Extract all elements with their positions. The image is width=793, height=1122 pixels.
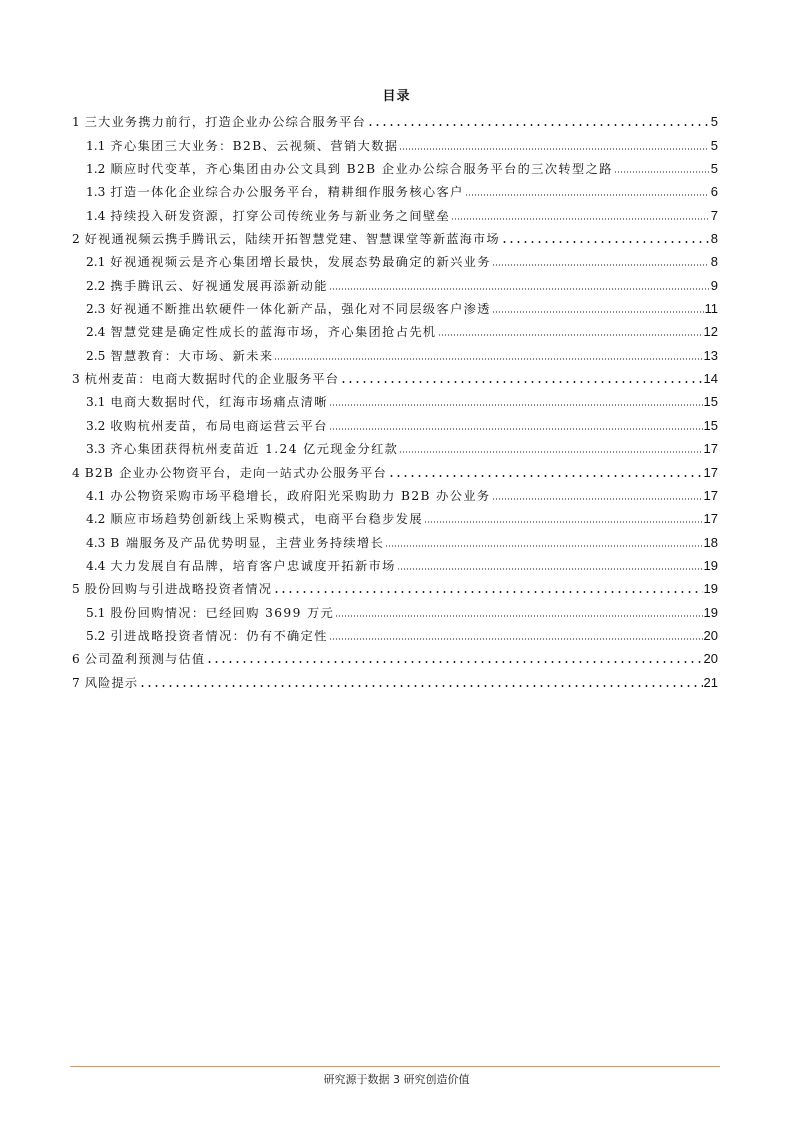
toc-entry-title: 顺应市场趋势创新线上采购模式，电商平台稳步发展 — [110, 512, 423, 527]
toc-entry-page: 7 — [710, 207, 718, 223]
toc-entry-title: 杭州麦苗：电商大数据时代的企业服务平台 — [84, 372, 340, 387]
toc-entry-page: 21 — [703, 674, 718, 690]
toc-entry-page: 6 — [710, 184, 718, 200]
footer-divider — [70, 1066, 720, 1067]
dot-leader — [340, 380, 702, 384]
toc-entry-number: 2.5 — [86, 348, 106, 363]
toc-section-entry[interactable] — [72, 434, 718, 457]
toc-entry-number: 4 — [72, 465, 80, 480]
toc-entry-number: 5.1 — [86, 605, 106, 620]
toc-chapter-entry[interactable] — [72, 364, 718, 387]
toc-entry-title: 大力发展自有品牌，培育客户忠诚度开拓新市场 — [110, 558, 396, 573]
dot-leader — [492, 310, 704, 314]
toc-entry-title: 引进战略投资者情况：仍有不确定性 — [110, 628, 328, 643]
toc-section-entry[interactable] — [72, 130, 718, 153]
dot-leader — [492, 497, 703, 501]
toc-section-entry[interactable] — [72, 410, 718, 433]
toc-entry-page: 15 — [703, 417, 718, 433]
dot-leader — [424, 520, 703, 524]
toc-entry-number: 2.3 — [86, 302, 106, 317]
dot-leader — [385, 544, 702, 548]
toc-entry-page: 8 — [710, 231, 718, 247]
dot-leader — [465, 193, 709, 197]
toc-entry-page: 13 — [703, 347, 718, 363]
toc-entry-number: 3.3 — [86, 442, 106, 457]
toc-entry-title: 打造一体化企业综合办公服务平台，精耕细作服务核心客户 — [110, 185, 464, 200]
toc-section-entry[interactable] — [72, 340, 718, 363]
toc-section-entry[interactable] — [72, 154, 718, 177]
toc-entry-number: 2.2 — [86, 278, 106, 293]
toc-entry-number: 5.2 — [86, 628, 106, 643]
table-of-contents — [72, 107, 718, 691]
toc-entry-number: 1.2 — [86, 162, 106, 177]
toc-entry-title: 好视通视频云携手腾讯云，陆续开拓智慧党建、智慧课堂等新蓝海市场 — [84, 232, 500, 247]
toc-entry-page: 5 — [710, 161, 718, 177]
dot-leader — [388, 474, 703, 478]
toc-entry-number: 5 — [72, 582, 80, 597]
toc-chapter-entry[interactable] — [72, 574, 718, 597]
toc-entry-title: B 端服务及产品优势明显，主营业务持续增长 — [110, 535, 385, 550]
toc-entry-number: 3.1 — [86, 395, 106, 410]
toc-entry-page: 19 — [703, 581, 718, 597]
toc-entry-number: 2.4 — [86, 325, 106, 340]
toc-entry-title: 电商大数据时代，红海市场痛点清晰 — [110, 395, 328, 410]
toc-entry-title: 办公物资采购市场平稳增长，政府阳光采购助力 B2B 办公业务 — [110, 488, 491, 503]
dot-leader — [273, 590, 702, 594]
toc-section-entry[interactable] — [72, 597, 718, 620]
toc-entry-title: 智慧教育：大市场、新未来 — [110, 348, 274, 363]
dot-leader — [501, 240, 709, 244]
footer-slogan: 研究源于数据 3 研究创造价值 — [323, 1073, 470, 1086]
toc-entry-number: 2 — [72, 232, 80, 247]
toc-section-entry[interactable] — [72, 387, 718, 410]
toc-title: 目录 — [382, 89, 411, 104]
dot-leader — [274, 357, 702, 361]
dot-leader — [451, 217, 709, 221]
dot-leader — [367, 123, 709, 127]
dot-leader — [492, 263, 709, 267]
toc-entry-number: 4.2 — [86, 512, 106, 527]
toc-entry-title: 股份回购情况：已经回购 3699 万元 — [110, 605, 335, 620]
toc-entry-title: B2B 企业办公物资平台，走向一站式办公服务平台 — [84, 465, 387, 480]
toc-entry-number: 4.4 — [86, 558, 106, 573]
dot-leader — [399, 147, 709, 151]
toc-entry-title: 齐心集团三大业务：B2B、云视频、营销大数据 — [110, 138, 399, 153]
dot-leader — [614, 170, 709, 174]
toc-entry-number: 1.3 — [86, 185, 106, 200]
toc-chapter-entry[interactable] — [72, 667, 718, 690]
toc-section-entry[interactable] — [72, 177, 718, 200]
toc-entry-title: 风险提示 — [84, 675, 139, 690]
dot-leader — [206, 660, 702, 664]
toc-entry-title: 三大业务携力前行，打造企业办公综合服务平台 — [84, 115, 366, 130]
toc-entry-title: 持续投入研发资源，打穿公司传统业务与新业务之间壁垒 — [110, 208, 451, 223]
toc-entry-number: 4.1 — [86, 488, 106, 503]
toc-chapter-entry[interactable] — [72, 107, 718, 130]
toc-section-entry[interactable] — [72, 551, 718, 574]
toc-entry-page: 8 — [710, 254, 718, 270]
toc-entry-number: 1.4 — [86, 208, 106, 223]
toc-entry-page: 17 — [703, 511, 718, 527]
toc-entry-page: 14 — [703, 371, 718, 387]
toc-chapter-entry[interactable] — [72, 224, 718, 247]
toc-entry-page: 20 — [703, 627, 718, 643]
dot-leader — [329, 403, 703, 407]
toc-entry-page: 11 — [704, 301, 718, 317]
toc-entry-page: 9 — [710, 277, 718, 293]
toc-entry-page: 17 — [703, 464, 718, 480]
toc-entry-number: 3.2 — [86, 418, 106, 433]
toc-entry-page: 17 — [703, 441, 718, 457]
toc-section-entry[interactable] — [72, 270, 718, 293]
dot-leader — [397, 567, 703, 571]
toc-entry-number: 1.1 — [86, 138, 106, 153]
toc-entry-title: 顺应时代变革，齐心集团由办公文具到 B2B 企业办公综合服务平台的三次转型之路 — [110, 162, 613, 177]
toc-entry-title: 好视通不断推出软硬件一体化新产品，强化对不同层级客户渗透 — [110, 302, 491, 317]
toc-entry-number: 6 — [72, 652, 80, 667]
toc-entry-number: 2.1 — [86, 255, 106, 270]
toc-section-entry[interactable] — [72, 294, 718, 317]
toc-entry-page: 18 — [703, 534, 718, 550]
toc-section-entry[interactable] — [72, 504, 718, 527]
toc-entry-number: 1 — [72, 115, 80, 130]
dot-leader — [329, 287, 709, 291]
toc-entry-title: 携手腾讯云、好视通发展再添新动能 — [110, 278, 328, 293]
toc-entry-page: 19 — [703, 557, 718, 573]
dot-leader — [329, 427, 703, 431]
toc-entry-page: 5 — [710, 114, 718, 130]
toc-chapter-entry[interactable] — [72, 644, 718, 667]
dot-leader — [329, 637, 703, 641]
toc-entry-page: 20 — [703, 651, 718, 667]
toc-entry-page: 19 — [703, 604, 718, 620]
toc-section-entry[interactable] — [72, 317, 718, 340]
toc-entry-page: 15 — [703, 394, 718, 410]
dot-leader — [335, 614, 702, 618]
toc-entry-title: 股份回购与引进战略投资者情况 — [84, 582, 273, 597]
toc-entry-page: 5 — [710, 137, 718, 153]
toc-entry-title: 公司盈利预测与估值 — [84, 652, 206, 667]
toc-entry-title: 智慧党建是确定性成长的蓝海市场，齐心集团抢占先机 — [110, 325, 437, 340]
toc-entry-number: 4.3 — [86, 535, 106, 550]
toc-section-entry[interactable] — [72, 247, 718, 270]
toc-entry-number: 7 — [72, 675, 80, 690]
toc-entry-page: 12 — [703, 324, 718, 340]
toc-entry-title: 收购杭州麦苗，布局电商运营云平台 — [110, 418, 328, 433]
toc-entry-number: 3 — [72, 372, 80, 387]
toc-section-entry[interactable] — [72, 481, 718, 504]
toc-chapter-entry[interactable] — [72, 457, 718, 480]
dot-leader — [438, 333, 703, 337]
toc-entry-title: 齐心集团获得杭州麦苗近 1.24 亿元现金分红款 — [110, 442, 399, 457]
toc-section-entry[interactable] — [72, 527, 718, 550]
dot-leader — [139, 684, 702, 688]
toc-section-entry[interactable] — [72, 200, 718, 223]
dot-leader — [399, 450, 702, 454]
toc-entry-page: 17 — [703, 487, 718, 503]
toc-entry-title: 好视通视频云是齐心集团增长最快，发展态势最确定的新兴业务 — [110, 255, 491, 270]
toc-section-entry[interactable] — [72, 621, 718, 644]
